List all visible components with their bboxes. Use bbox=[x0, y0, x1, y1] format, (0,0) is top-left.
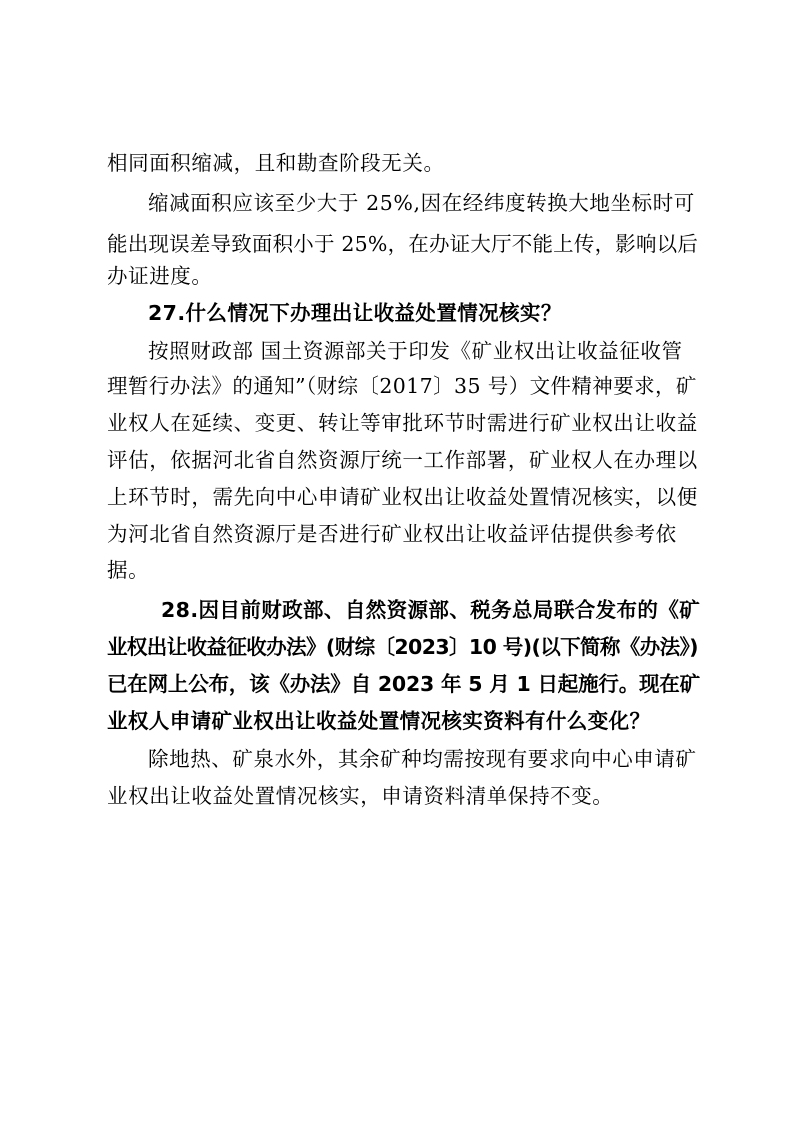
text-line: 相同面积缩减，且和勘查阶段无关。 bbox=[107, 151, 445, 175]
question-heading: 28.因目前财政部、自然资源部、税务总局联合发布的《矿 bbox=[161, 598, 701, 622]
text-line: 上环节时，需先向中心申请矿业权出让收益处置情况核实，以便 bbox=[107, 485, 698, 509]
text-line: 据。 bbox=[107, 558, 150, 582]
text-line: 为河北省自然资源厅是否进行矿业权出让收益评估提供参考依 bbox=[107, 522, 677, 546]
text-line: 业权出让收益处置情况核实，申请资料清单保持不变。 bbox=[107, 784, 614, 808]
text-line: 业权人在延续、变更、转让等审批环节时需进行矿业权出让收益 bbox=[107, 411, 698, 435]
question-heading-line: 业权出让收益征收办法》(财综〔2023〕10 号)(以下简称《办法》) bbox=[107, 635, 698, 659]
text-line: 办证进度。 bbox=[107, 264, 213, 288]
question-heading: 27.什么情况下办理出让收益处置情况核实？ bbox=[148, 301, 562, 325]
question-heading-line: 业权人申请矿业权出让收益处置情况核实资料有什么变化？ bbox=[107, 709, 651, 733]
text-line: 评估，依据河北省自然资源厅统一工作部署，矿业权人在办理以 bbox=[107, 448, 698, 472]
text-line: 除地热、矿泉水外，其余矿种均需按现有要求向中心申请矿 bbox=[148, 747, 697, 771]
text-line: 理暂行办法》的通知”（财综〔2017〕35 号）文件精神要求，矿 bbox=[107, 374, 697, 398]
text-line: 按照财政部 国土资源部关于印发《矿业权出让收益征收管 bbox=[148, 339, 683, 363]
question-heading-line: 已在网上公布，该《办法》自 2023 年 5 月 1 日起施行。现在矿 bbox=[107, 672, 700, 696]
text-line: 能出现误差导致面积小于 25%，在办证大厅不能上传，影响以后 bbox=[107, 232, 699, 256]
text-line: 缩减面积应该至少大于 25%,因在经纬度转换大地坐标时可 bbox=[148, 191, 695, 215]
